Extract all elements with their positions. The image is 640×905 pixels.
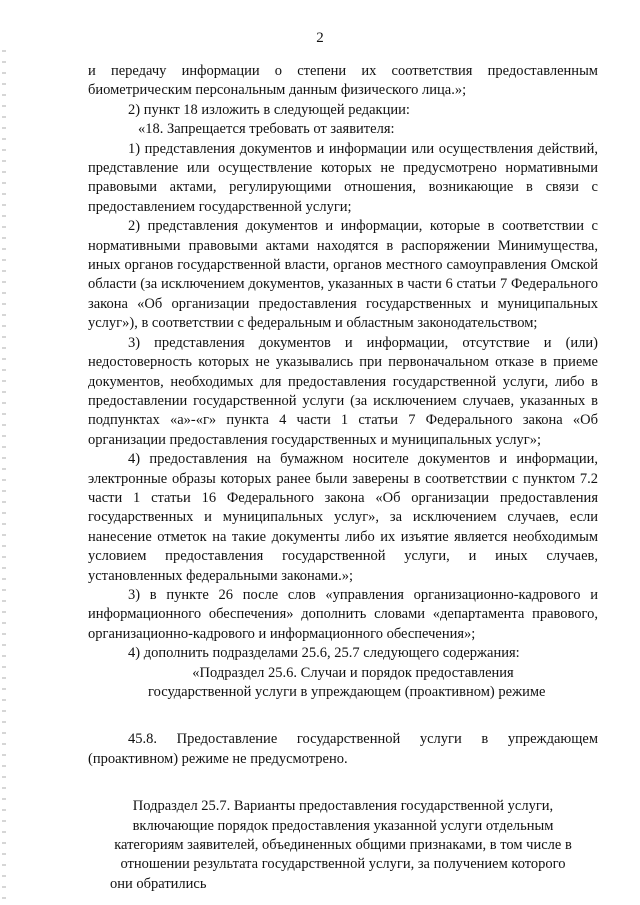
subsection-25-7-title: Подраздел 25.7. Варианты предоставления государственной услуги, включающие порядок предоставления указанной услуги отдельным категориям заявителей, объединенных общими признаками, в том числе в отношении результата государственной услуги, за получением которого они обратились bbox=[110, 798, 572, 892]
scan-margin-marks bbox=[2, 50, 6, 900]
paragraph-clause-18-1: 1) представления документов и информации или осуществления действий, представление или осуществление которых не предусмотрено нормативными правовыми актами, регулирующими отношения, возникающие в связи с предоставлением государственной услуги; bbox=[88, 140, 598, 215]
page-number: 2 bbox=[316, 30, 324, 46]
paragraph-item-3: 3) в пункте 26 после слов «управления организационно-кадрового и информационного обеспечения» дополнить словами «департамента правового, организационно-кадрового и информационного обеспечения»; bbox=[88, 586, 598, 642]
document-body bbox=[88, 62, 598, 894]
subsection-25-6-title: «Подраздел 25.6. Случаи и порядок предоставления государственной услуги в упреждающем (проактивном) режиме bbox=[148, 664, 546, 700]
paragraph-item-4: 4) дополнить подразделами 25.6, 25.7 следующего содержания: bbox=[128, 645, 520, 662]
paragraph-45-8: 45.8. Предоставление государственной услуги в упреждающем (проактивном) режиме не предусмотрено. bbox=[88, 731, 598, 767]
paragraph-clause-18-3: 3) представления документов и информации, отсутствие и (или) недостоверность которых не указывались при первоначальном отказе в приеме документов, необходимых для предоставления государственной услуги, либо в предоставлении государственной услуги (за исключением случаев, указанных в подпунктах «а»-«г» пункта 4 части 1 статьи 7 Федерального закона «Об организации предоставления государственных и муниципальных услуг»; bbox=[88, 334, 598, 448]
paragraph-item-2: 2) пункт 18 изложить в следующей редакции: bbox=[128, 101, 410, 118]
paragraph-continuation: и передачу информации о степени их соответствия предоставленным биометрическим персональным данным физического лица.»; bbox=[88, 63, 598, 99]
paragraph-clause-18-2: 2) представления документов и информации, которые в соответствии с нормативными правовыми актами находятся в распоряжении Минимущества, иных органов государственной власти, органов местного самоуправления Омской области (за исключением документов, указанных в части 6 статьи 7 Федерального закона «Об организации предоставления государственных и муниципальных услуг»), в соответствии с федеральным и областным законодательством; bbox=[88, 218, 598, 332]
paragraph-clause-18: «18. Запрещается требовать от заявителя: bbox=[138, 121, 395, 138]
paragraph-clause-18-4: 4) предоставления на бумажном носителе документов и информации, электронные образы которых ранее были заверены в соответствии с пунктом 7.2 части 1 статьи 16 Федерального закона «Об организации предоставления государственных и муниципальных услуг», за исключением случаев, если нанесение отметок на такие документы либо их изъятие является необходимым условием предоставления государственной услуги, и иных случаев, установленных федеральными законами.»; bbox=[88, 451, 598, 584]
